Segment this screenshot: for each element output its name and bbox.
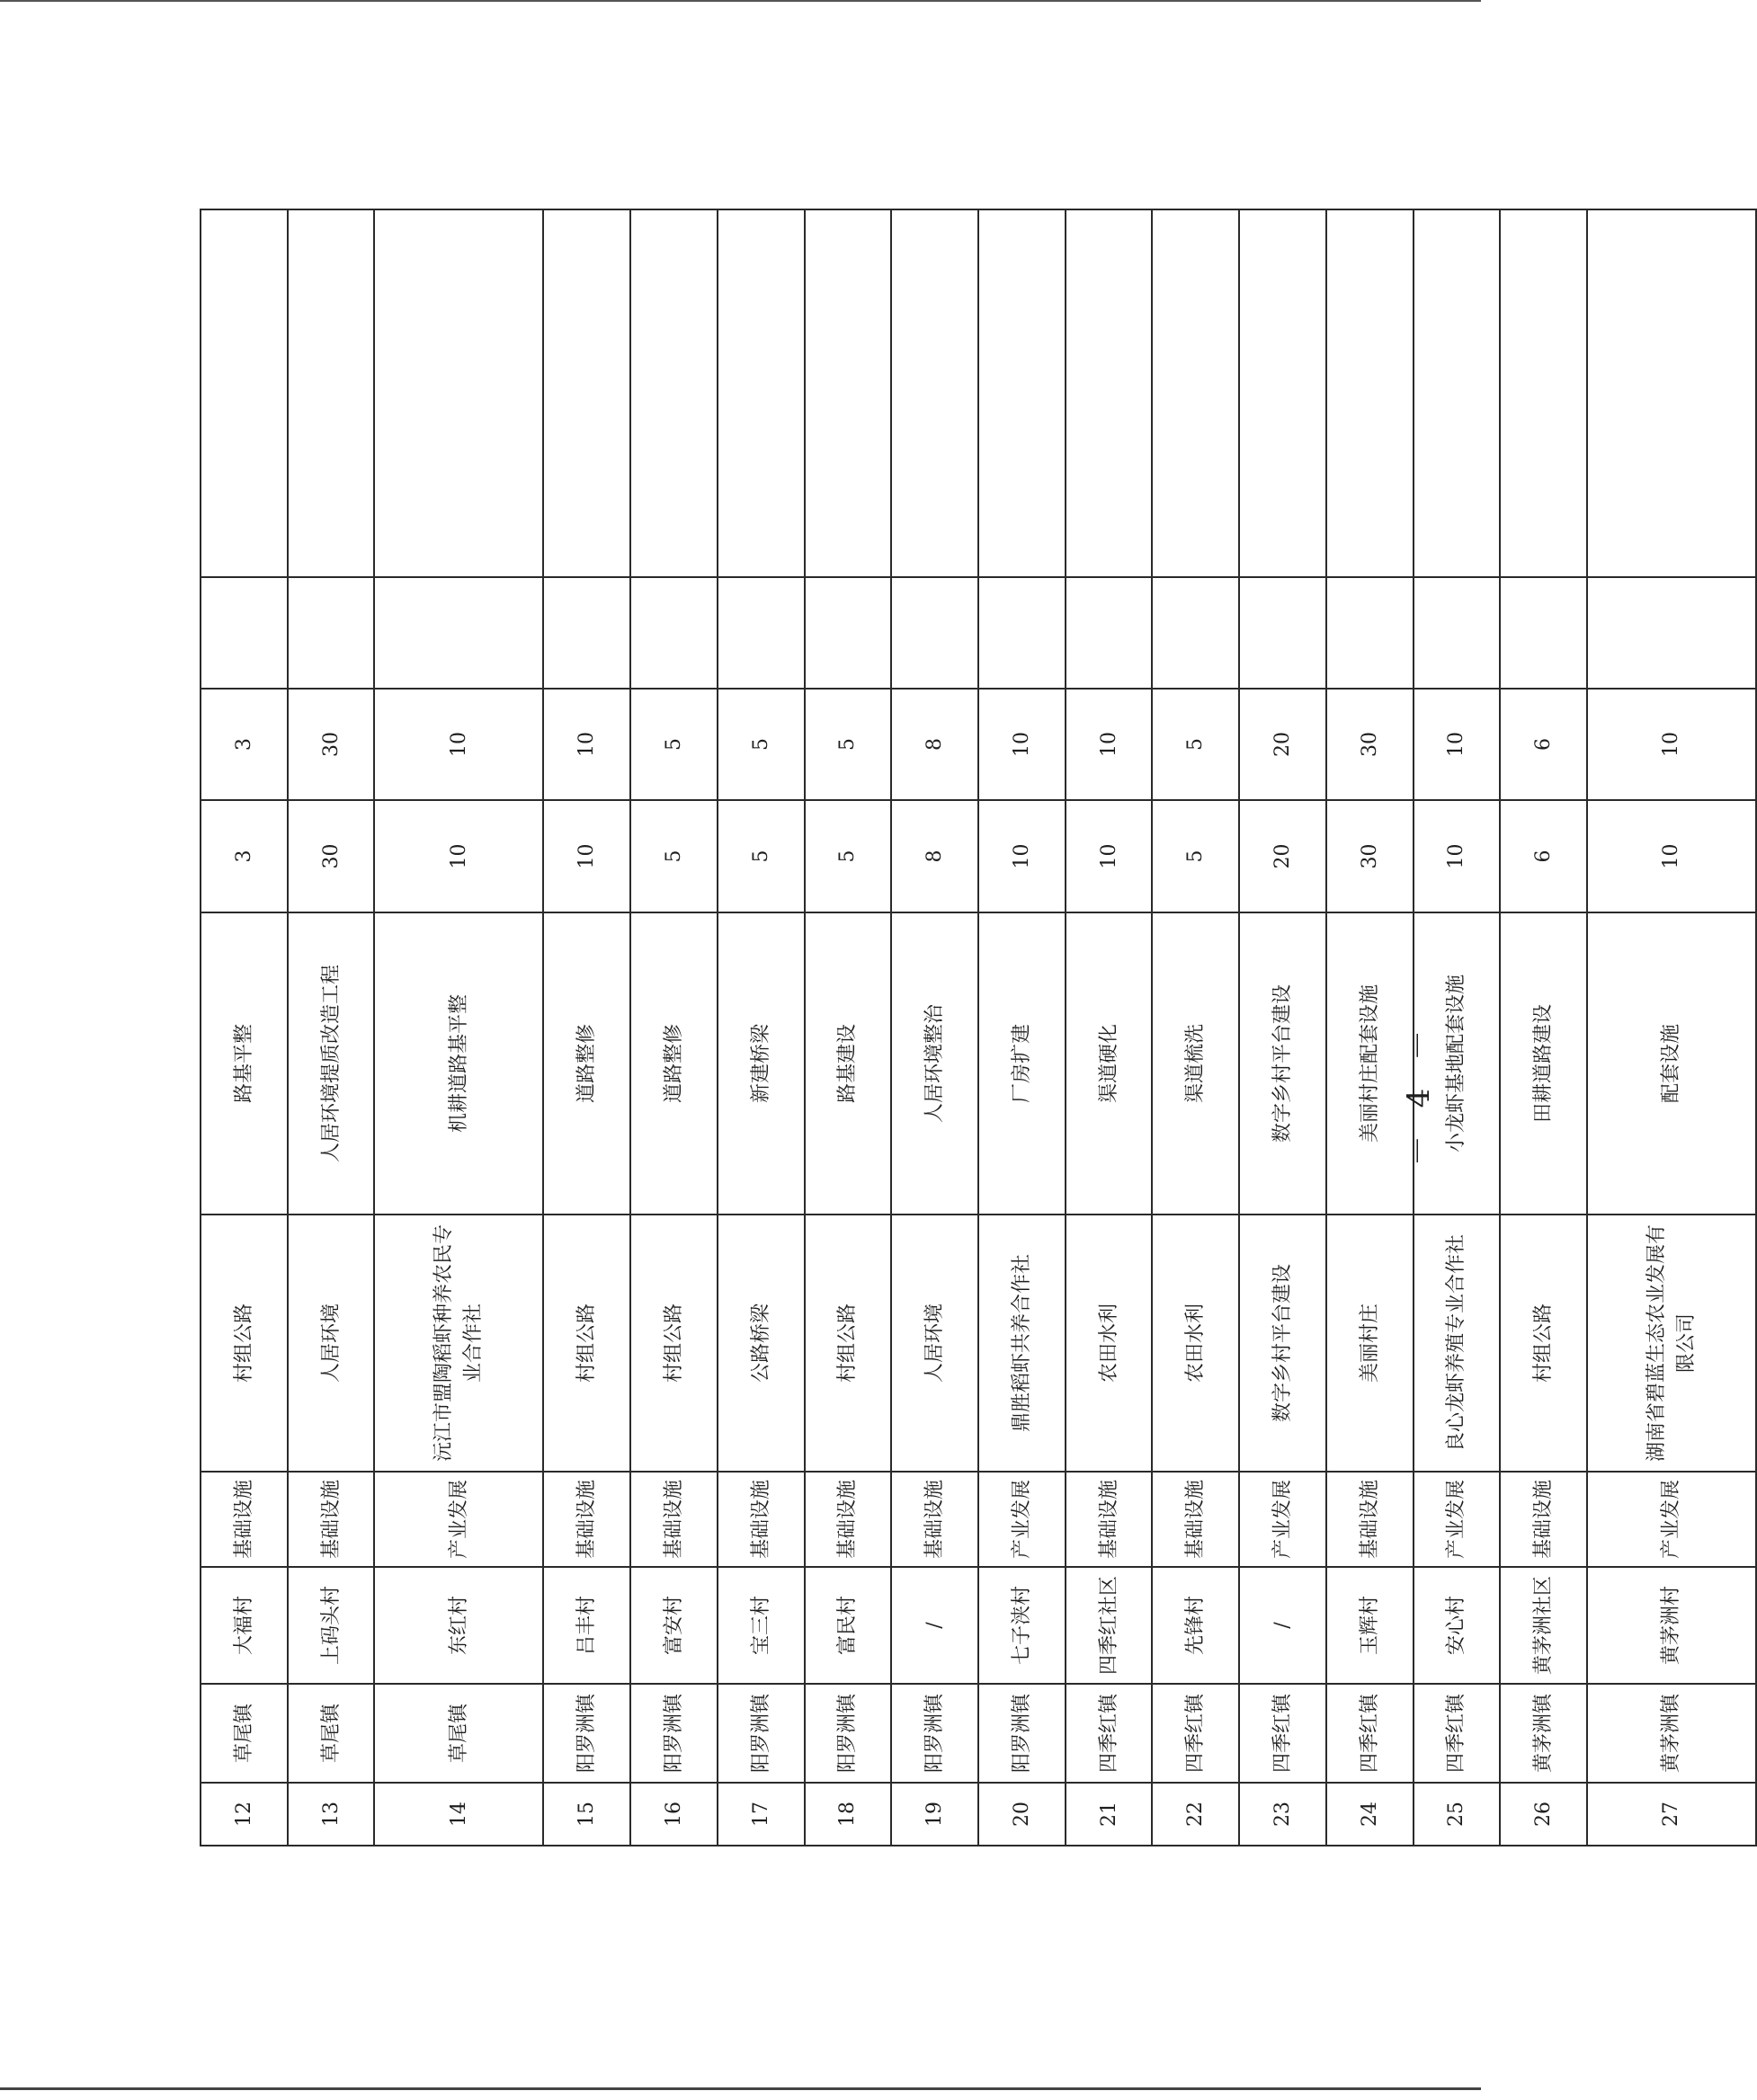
town-cell: 草尾镇 xyxy=(201,1684,288,1783)
row-number: 17 xyxy=(718,1783,805,1846)
rotated-table-container xyxy=(200,210,1757,1846)
village-cell: 吕丰村 xyxy=(543,1567,630,1684)
project-type-cell: 良心龙虾养殖专业合作社 xyxy=(1414,1215,1501,1472)
content-cell: 美丽村庄配套设施 xyxy=(1326,912,1414,1215)
remark-cell xyxy=(543,577,630,689)
content-cell: 道路整修 xyxy=(630,912,718,1215)
content-cell: 渠道硬化 xyxy=(1066,912,1153,1215)
row-number: 25 xyxy=(1414,1783,1501,1846)
town-cell: 阳罗洲镇 xyxy=(630,1684,718,1783)
amount-cell: 5 xyxy=(718,800,805,912)
amount-cell: 5 xyxy=(718,689,805,800)
project-type-cell: 村组公路 xyxy=(1500,1215,1587,1472)
amount-cell: 8 xyxy=(891,800,978,912)
project-table xyxy=(200,209,1757,1846)
remark-cell xyxy=(891,577,978,689)
village-cell: 富民村 xyxy=(805,1567,892,1684)
amount-cell: 3 xyxy=(201,800,288,912)
town-cell: 阳罗洲镇 xyxy=(718,1684,805,1783)
remark-cell xyxy=(1239,209,1326,577)
amount-cell: 10 xyxy=(1587,689,1756,800)
remark-cell xyxy=(718,577,805,689)
category-cell: 基础设施 xyxy=(805,1472,892,1567)
category-cell: 基础设施 xyxy=(891,1472,978,1567)
amount-cell: 6 xyxy=(1500,689,1587,800)
category-cell: 产业发展 xyxy=(978,1472,1066,1567)
content-cell: 小龙虾基地配套设施 xyxy=(1414,912,1501,1215)
amount-cell: 5 xyxy=(1152,689,1239,800)
row-number: 18 xyxy=(805,1783,892,1846)
amount-cell: 5 xyxy=(630,689,718,800)
row-number: 22 xyxy=(1152,1783,1239,1846)
amount-cell: 5 xyxy=(805,800,892,912)
remark-cell xyxy=(543,209,630,577)
remark-cell xyxy=(978,577,1066,689)
remark-cell xyxy=(1500,209,1587,577)
table-row xyxy=(1500,209,1587,1846)
remark-cell xyxy=(1326,577,1414,689)
table-row xyxy=(543,209,630,1846)
remark-cell xyxy=(630,577,718,689)
category-cell: 基础设施 xyxy=(1152,1472,1239,1567)
row-number: 27 xyxy=(1587,1783,1756,1846)
row-number: 12 xyxy=(201,1783,288,1846)
category-cell: 产业发展 xyxy=(1239,1472,1326,1567)
content-cell: 厂房扩建 xyxy=(978,912,1066,1215)
amount-cell: 10 xyxy=(978,689,1066,800)
category-cell: 产业发展 xyxy=(374,1472,543,1567)
remark-cell xyxy=(978,209,1066,577)
project-type-cell: 村组公路 xyxy=(805,1215,892,1472)
town-cell: 阳罗洲镇 xyxy=(978,1684,1066,1783)
amount-cell: 30 xyxy=(1326,800,1414,912)
amount-cell: 10 xyxy=(1587,800,1756,912)
category-cell: 基础设施 xyxy=(1326,1472,1414,1567)
scan-edge-bottom xyxy=(0,2087,1481,2090)
village-cell: 玉辉村 xyxy=(1326,1567,1414,1684)
table-row xyxy=(1152,209,1239,1846)
project-type-cell: 人居环境 xyxy=(891,1215,978,1472)
amount-cell: 10 xyxy=(1066,689,1153,800)
project-type-cell: 湖南省碧蓝生态农业发展有限公司 xyxy=(1587,1215,1756,1472)
remark-cell xyxy=(374,209,543,577)
row-number: 19 xyxy=(891,1783,978,1846)
remark-cell xyxy=(374,577,543,689)
table-row xyxy=(891,209,978,1846)
project-type-cell: 村组公路 xyxy=(201,1215,288,1472)
table-row xyxy=(1587,209,1756,1846)
remark-cell xyxy=(1152,209,1239,577)
town-cell: 阳罗洲镇 xyxy=(891,1684,978,1783)
project-type-cell: 农田水利 xyxy=(1066,1215,1153,1472)
town-cell: 四季红镇 xyxy=(1414,1684,1501,1783)
remark-cell xyxy=(201,209,288,577)
amount-cell: 10 xyxy=(374,800,543,912)
village-cell: 黄茅洲社区 xyxy=(1500,1567,1587,1684)
row-number: 23 xyxy=(1239,1783,1326,1846)
content-cell: 人居环境整治 xyxy=(891,912,978,1215)
content-cell: 路基建设 xyxy=(805,912,892,1215)
category-cell: 基础设施 xyxy=(543,1472,630,1567)
amount-cell: 20 xyxy=(1239,689,1326,800)
row-number: 15 xyxy=(543,1783,630,1846)
row-number: 21 xyxy=(1066,1783,1153,1846)
row-number: 20 xyxy=(978,1783,1066,1846)
table-row xyxy=(288,209,375,1846)
content-cell: 机耕道路基平整 xyxy=(374,912,543,1215)
content-cell: 新建桥梁 xyxy=(718,912,805,1215)
village-cell: 先锋村 xyxy=(1152,1567,1239,1684)
table-body xyxy=(201,209,1756,1846)
row-number: 13 xyxy=(288,1783,375,1846)
content-cell: 人居环境提质改造工程 xyxy=(288,912,375,1215)
content-cell: 渠道梳洗 xyxy=(1152,912,1239,1215)
village-cell: 安心村 xyxy=(1414,1567,1501,1684)
amount-cell: 10 xyxy=(543,689,630,800)
amount-cell: 10 xyxy=(374,689,543,800)
category-cell: 基础设施 xyxy=(718,1472,805,1567)
amount-cell: 10 xyxy=(1414,689,1501,800)
amount-cell: 5 xyxy=(1152,800,1239,912)
content-cell: 田耕道路建设 xyxy=(1500,912,1587,1215)
amount-cell: 10 xyxy=(543,800,630,912)
amount-cell: 5 xyxy=(805,689,892,800)
scan-edge-top xyxy=(0,0,1481,2)
town-cell: 草尾镇 xyxy=(374,1684,543,1783)
village-cell: / xyxy=(891,1567,978,1684)
village-cell: 四季红社区 xyxy=(1066,1567,1153,1684)
remark-cell xyxy=(805,577,892,689)
project-type-cell: 村组公路 xyxy=(630,1215,718,1472)
project-type-cell: 沅江市盟陶稻虾种养农民专业合作社 xyxy=(374,1215,543,1472)
amount-cell: 10 xyxy=(1066,800,1153,912)
town-cell: 四季红镇 xyxy=(1239,1684,1326,1783)
project-type-cell: 人居环境 xyxy=(288,1215,375,1472)
amount-cell: 10 xyxy=(978,800,1066,912)
project-type-cell: 村组公路 xyxy=(543,1215,630,1472)
amount-cell: 30 xyxy=(288,689,375,800)
category-cell: 产业发展 xyxy=(1414,1472,1501,1567)
village-cell: 七子浃村 xyxy=(978,1567,1066,1684)
table-row xyxy=(630,209,718,1846)
village-cell: / xyxy=(1239,1567,1326,1684)
content-cell: 配套设施 xyxy=(1587,912,1756,1215)
category-cell: 产业发展 xyxy=(1587,1472,1756,1567)
amount-cell: 20 xyxy=(1239,800,1326,912)
project-type-cell: 农田水利 xyxy=(1152,1215,1239,1472)
remark-cell xyxy=(1414,209,1501,577)
row-number: 16 xyxy=(630,1783,718,1846)
town-cell: 黄茅洲镇 xyxy=(1500,1684,1587,1783)
row-number: 26 xyxy=(1500,1783,1587,1846)
town-cell: 阳罗洲镇 xyxy=(805,1684,892,1783)
town-cell: 草尾镇 xyxy=(288,1684,375,1783)
town-cell: 黄茅洲镇 xyxy=(1587,1684,1756,1783)
remark-cell xyxy=(805,209,892,577)
remark-cell xyxy=(1587,209,1756,577)
project-type-cell: 美丽村庄 xyxy=(1326,1215,1414,1472)
amount-cell: 8 xyxy=(891,689,978,800)
amount-cell: 3 xyxy=(201,689,288,800)
table-row xyxy=(718,209,805,1846)
village-cell: 富安村 xyxy=(630,1567,718,1684)
town-cell: 阳罗洲镇 xyxy=(543,1684,630,1783)
category-cell: 基础设施 xyxy=(288,1472,375,1567)
row-number: 14 xyxy=(374,1783,543,1846)
amount-cell: 10 xyxy=(1414,800,1501,912)
project-type-cell: 鼎胜稻虾共养合作社 xyxy=(978,1215,1066,1472)
page-number: － 4 － xyxy=(1401,1020,1438,1167)
town-cell: 四季红镇 xyxy=(1326,1684,1414,1783)
table-row xyxy=(978,209,1066,1846)
table-row xyxy=(805,209,892,1846)
table-row xyxy=(1239,209,1326,1846)
content-cell: 道路整修 xyxy=(543,912,630,1215)
category-cell: 基础设施 xyxy=(1500,1472,1587,1567)
remark-cell xyxy=(1414,577,1501,689)
content-cell: 数字乡村平台建设 xyxy=(1239,912,1326,1215)
remark-cell xyxy=(1587,577,1756,689)
table-row xyxy=(1066,209,1153,1846)
amount-cell: 5 xyxy=(630,800,718,912)
amount-cell: 30 xyxy=(288,800,375,912)
remark-cell xyxy=(288,209,375,577)
town-cell: 四季红镇 xyxy=(1066,1684,1153,1783)
village-cell: 上码头村 xyxy=(288,1567,375,1684)
remark-cell xyxy=(718,209,805,577)
remark-cell xyxy=(1066,209,1153,577)
remark-cell xyxy=(891,209,978,577)
remark-cell xyxy=(1152,577,1239,689)
category-cell: 基础设施 xyxy=(630,1472,718,1567)
table-row xyxy=(201,209,288,1846)
village-cell: 黄茅洲村 xyxy=(1587,1567,1756,1684)
remark-cell xyxy=(1239,577,1326,689)
category-cell: 基础设施 xyxy=(201,1472,288,1567)
category-cell: 基础设施 xyxy=(1066,1472,1153,1567)
remark-cell xyxy=(630,209,718,577)
table-row xyxy=(374,209,543,1846)
village-cell: 宝三村 xyxy=(718,1567,805,1684)
amount-cell: 30 xyxy=(1326,689,1414,800)
project-type-cell: 公路桥梁 xyxy=(718,1215,805,1472)
content-cell: 路基平整 xyxy=(201,912,288,1215)
remark-cell xyxy=(201,577,288,689)
project-type-cell: 数字乡村平台建设 xyxy=(1239,1215,1326,1472)
remark-cell xyxy=(1500,577,1587,689)
town-cell: 四季红镇 xyxy=(1152,1684,1239,1783)
village-cell: 东红村 xyxy=(374,1567,543,1684)
remark-cell xyxy=(1326,209,1414,577)
row-number: 24 xyxy=(1326,1783,1414,1846)
amount-cell: 6 xyxy=(1500,800,1587,912)
village-cell: 大福村 xyxy=(201,1567,288,1684)
remark-cell xyxy=(288,577,375,689)
remark-cell xyxy=(1066,577,1153,689)
